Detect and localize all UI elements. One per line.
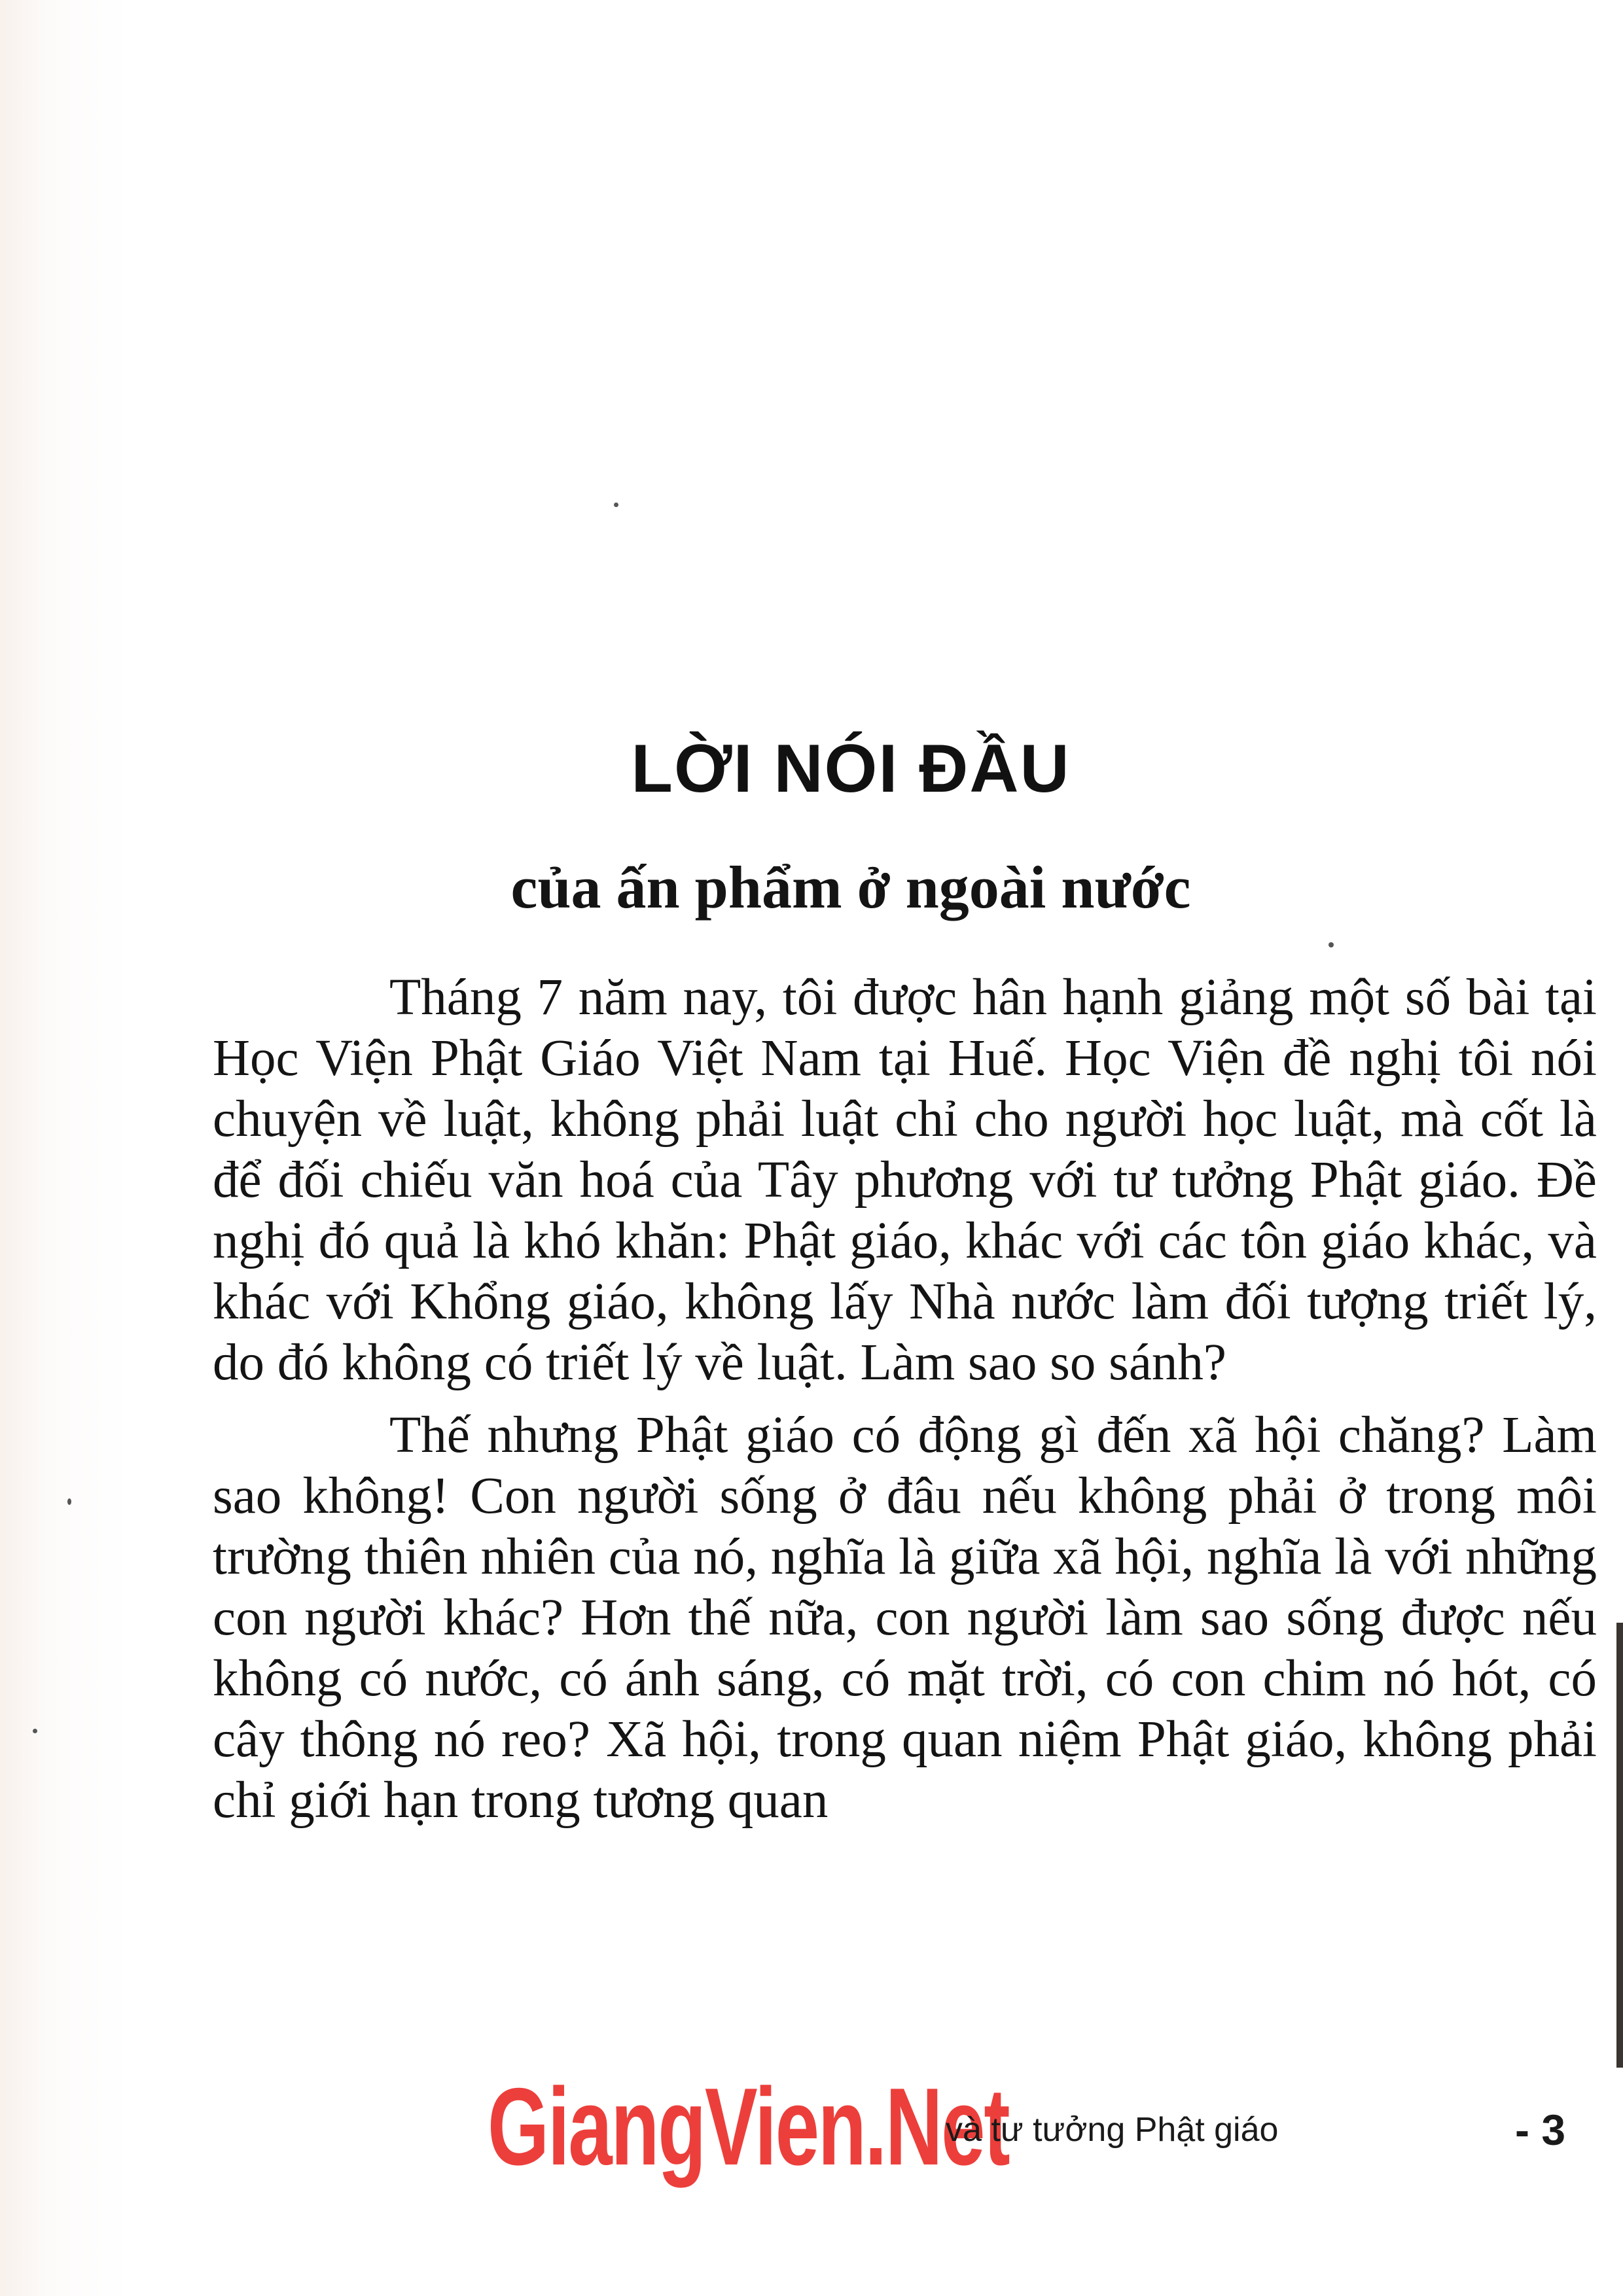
watermark-logo: GiangVien.Net (488, 2065, 1009, 2188)
page-edge-shadow (1616, 1623, 1623, 2068)
page-title: LỜI NÓI ĐẦU (631, 730, 1071, 807)
running-title-text: và tư tưởng Phật giáo (946, 2111, 1279, 2149)
paragraph-2: Thế nhưng Phật giáo có động gì đến xã hội chăng? Làm sao không! Con người sống ở đâu nếu không phải ở trong môi trường thiên nhiên của nó, nghĩa là giữa xã hội, nghĩa là với những con người khác? Hơn thế nữa, con người làm sao sống được nếu không có nước, có ánh sáng, có mặt trời, có con chim nó hót, có cây thông nó reo? Xã hội, trong quan niệm Phật giáo, không phải chỉ giới hạn trong tương quan (213, 1407, 1597, 1829)
scan-speck (614, 503, 618, 507)
body-text (213, 967, 1597, 1843)
paragraph-1: Tháng 7 năm nay, tôi được hân hạnh giảng một số bài tại Học Viện Phật Giáo Việt Nam tại Huế. Học Viện đề nghị tôi nói chuyện về luật, không phải luật chỉ cho người học luật, mà cốt là để đối chiếu văn hoá của Tây phương với tư tưởng Phật giáo. Đề nghị đó quả là khó khăn: Phật giáo, khác với các tôn giáo khác, và khác với Khổng giáo, không lấy Nhà nước làm đối tượng triết lý, do đó không có triết lý về luật. Làm sao so sánh? (213, 969, 1597, 1391)
page-footer (0, 2065, 1623, 2188)
running-title (946, 2107, 1279, 2153)
page-number: - 3 (1515, 2106, 1566, 2154)
scan-speck (67, 1498, 71, 1505)
page-subtitle: của ấn phẩm ở ngoài nước (510, 854, 1191, 921)
scan-speck (1329, 942, 1334, 947)
scan-speck (33, 1729, 37, 1733)
